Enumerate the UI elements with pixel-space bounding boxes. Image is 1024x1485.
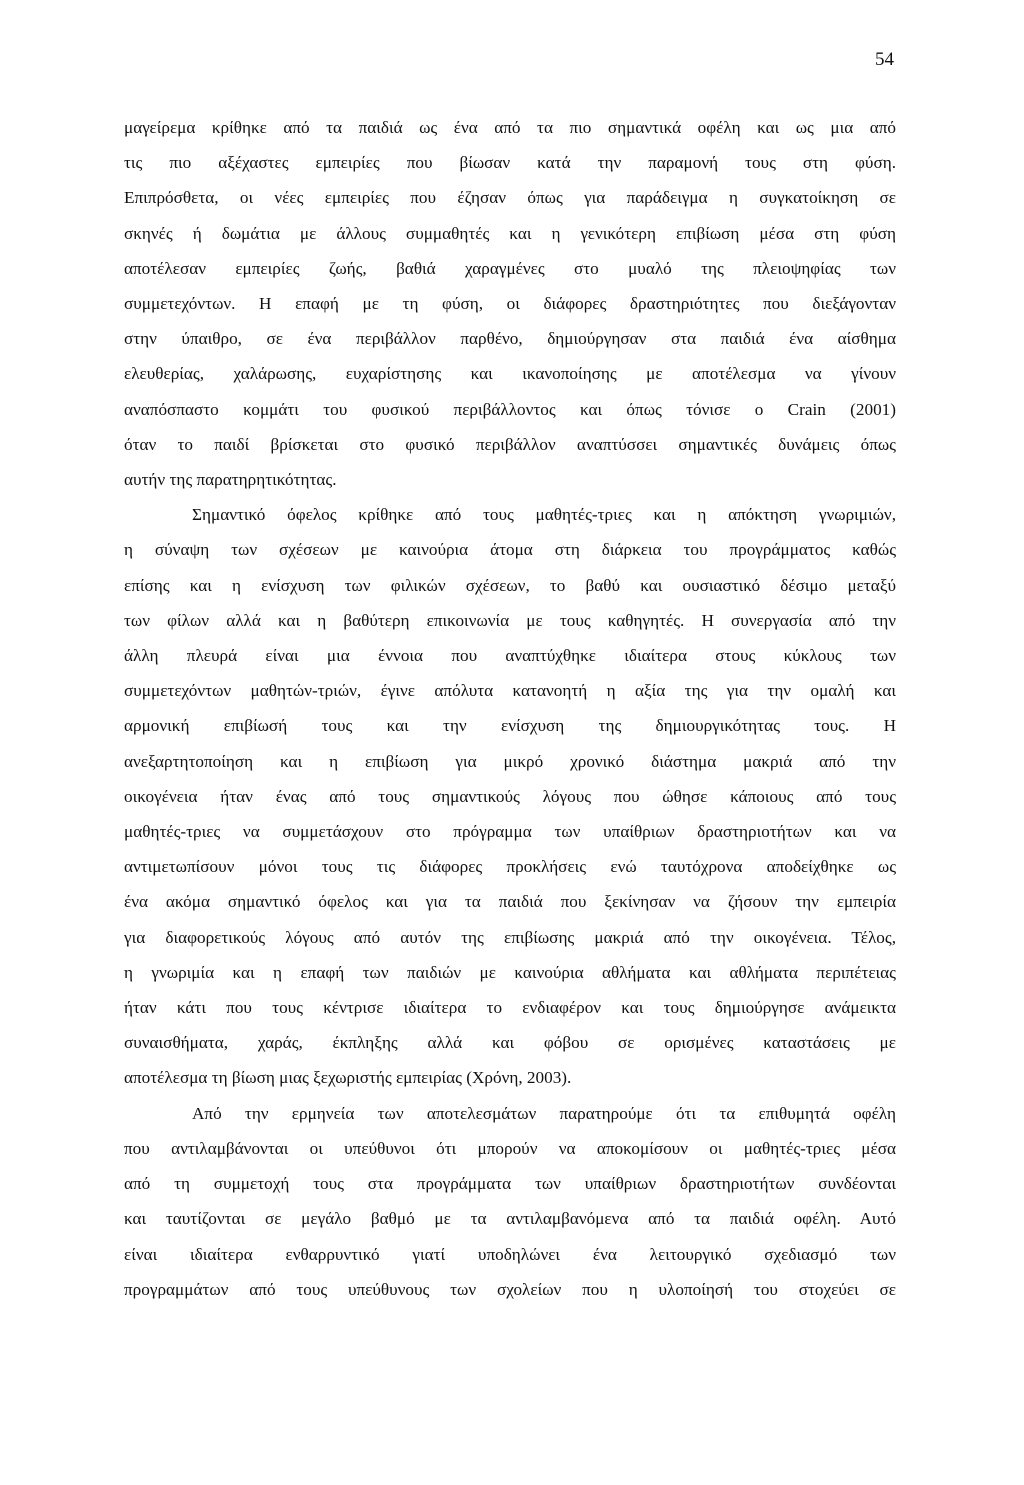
text-line: προγραμμάτων από τους υπεύθυνους των σχολείων που η υλοποίησή του στοχεύει σε [124, 1279, 896, 1299]
paragraph [124, 1096, 896, 1307]
text-line: αποτέλεσαν εμπειρίες ζωής, βαθιά χαραγμένες στο μυαλό της πλειοψηφίας των [124, 258, 896, 278]
text-line: η σύναψη των σχέσεων με καινούρια άτομα στη διάρκεια του προγράμματος καθώς [124, 540, 896, 560]
text-line: Από την ερμηνεία των αποτελεσμάτων παρατηρούμε ότι τα επιθυμητά οφέλη [192, 1103, 896, 1123]
text-line: από τη συμμετοχή τους στα προγράμματα των υπαίθριων δραστηριοτήτων συνδέονται [124, 1174, 896, 1194]
paragraph [124, 110, 896, 497]
text-line: αναπόσπαστο κομμάτι του φυσικού περιβάλλοντος και όπως τόνισε ο Crain (2001) [124, 399, 896, 419]
text-line: των φίλων αλλά και η βαθύτερη επικοινωνία με τους καθηγητές. Η συνεργασία από την [124, 610, 896, 630]
text-line: που αντιλαμβάνονται οι υπεύθυνοι ότι μπορούν να αποκομίσουν οι μαθητές-τριες μέσα [124, 1138, 896, 1158]
text-line: επίσης και η ενίσχυση των φιλικών σχέσεων, το βαθύ και ουσιαστικό δέσιμο μεταξύ [124, 575, 896, 595]
text-line: αποτέλεσμα τη βίωση μιας ξεχωριστής εμπειρίας (Χρόνη, 2003). [124, 1068, 572, 1088]
page-number: 54 [875, 49, 894, 70]
text-line: είναι ιδιαίτερα ενθαρρυντικό γιατί υποδηλώνει ένα λειτουργικό σχεδιασμό των [124, 1244, 896, 1264]
text-line: μαθητές-τριες να συμμετάσχουν στο πρόγραμμα των υπαίθριων δραστηριοτήτων και να [124, 822, 896, 842]
text-line: ένα ακόμα σημαντικό όφελος και για τα παιδιά που ξεκίνησαν να ζήσουν την εμπειρία [124, 892, 896, 912]
text-line: ελευθερίας, χαλάρωσης, ευχαρίστησης και ικανοποίησης με αποτέλεσμα να γίνουν [124, 364, 896, 384]
text-line: για διαφορετικούς λόγους από αυτόν της επιβίωσης μακριά από την οικογένεια. Τέλος, [124, 927, 896, 947]
document-body [124, 110, 896, 1307]
text-line: συμμετεχόντων. Η επαφή με τη φύση, οι διάφορες δραστηριότητες που διεξάγονταν [124, 294, 896, 314]
text-line: μαγείρεμα κρίθηκε από τα παιδιά ως ένα από τα πιο σημαντικά οφέλη και ως μια από [124, 118, 896, 137]
text-line: αντιμετωπίσουν μόνοι τους τις διάφορες προκλήσεις ενώ ταυτόχρονα αποδείχθηκε ως [124, 857, 896, 877]
text-line: η γνωριμία και η επαφή των παιδιών με καινούρια αθλήματα και αθλήματα περιπέτειας [124, 962, 896, 982]
paragraph [124, 497, 896, 1095]
text-line: αρμονική επιβίωσή τους και την ενίσχυση της δημιουργικότητας τους. Η [124, 716, 896, 736]
text-line: ήταν κάτι που τους κέντρισε ιδιαίτερα το ενδιαφέρον και τους δημιούργησε ανάμεικτα [124, 998, 896, 1018]
text-line: σκηνές ή δωμάτια με άλλους συμμαθητές και η γενικότερη επιβίωση μέσα στη φύση [124, 223, 896, 243]
text-line: ανεξαρτητοποίηση και η επιβίωση για μικρό χρονικό διάστημα μακριά από την [124, 751, 896, 771]
text-line: συμμετεχόντων μαθητών-τριών, έγινε απόλυτα κατανοητή η αξία της για την ομαλή και [124, 681, 896, 701]
text-line: συναισθήματα, χαράς, έκπληξης αλλά και φόβου σε ορισμένες καταστάσεις με [124, 1033, 896, 1053]
text-line: Επιπρόσθετα, οι νέες εμπειρίες που έζησαν όπως για παράδειγμα η συγκατοίκηση σε [124, 188, 896, 208]
text-line: άλλη πλευρά είναι μια έννοια που αναπτύχθηκε ιδιαίτερα στους κύκλους των [124, 646, 896, 666]
text-line: αυτήν της παρατηρητικότητας. [124, 470, 337, 490]
text-line: τις πιο αξέχαστες εμπειρίες που βίωσαν κατά την παραμονή τους στη φύση. [124, 153, 896, 173]
text-line: οικογένεια ήταν ένας από τους σημαντικούς λόγους που ώθησε κάποιους από τους [124, 786, 896, 806]
text-line: όταν το παιδί βρίσκεται στο φυσικό περιβάλλον αναπτύσσει σημαντικές δυνάμεις όπως [124, 434, 896, 454]
text-line: στην ύπαιθρο, σε ένα περιβάλλον παρθένο, δημιούργησαν στα παιδιά ένα αίσθημα [124, 329, 896, 349]
text-line: Σημαντικό όφελος κρίθηκε από τους μαθητές-τριες και η απόκτηση γνωριμιών, [192, 505, 896, 525]
text-line: και ταυτίζονται σε μεγάλο βαθμό με τα αντιλαμβανόμενα από τα παιδιά οφέλη. Αυτό [124, 1209, 896, 1229]
